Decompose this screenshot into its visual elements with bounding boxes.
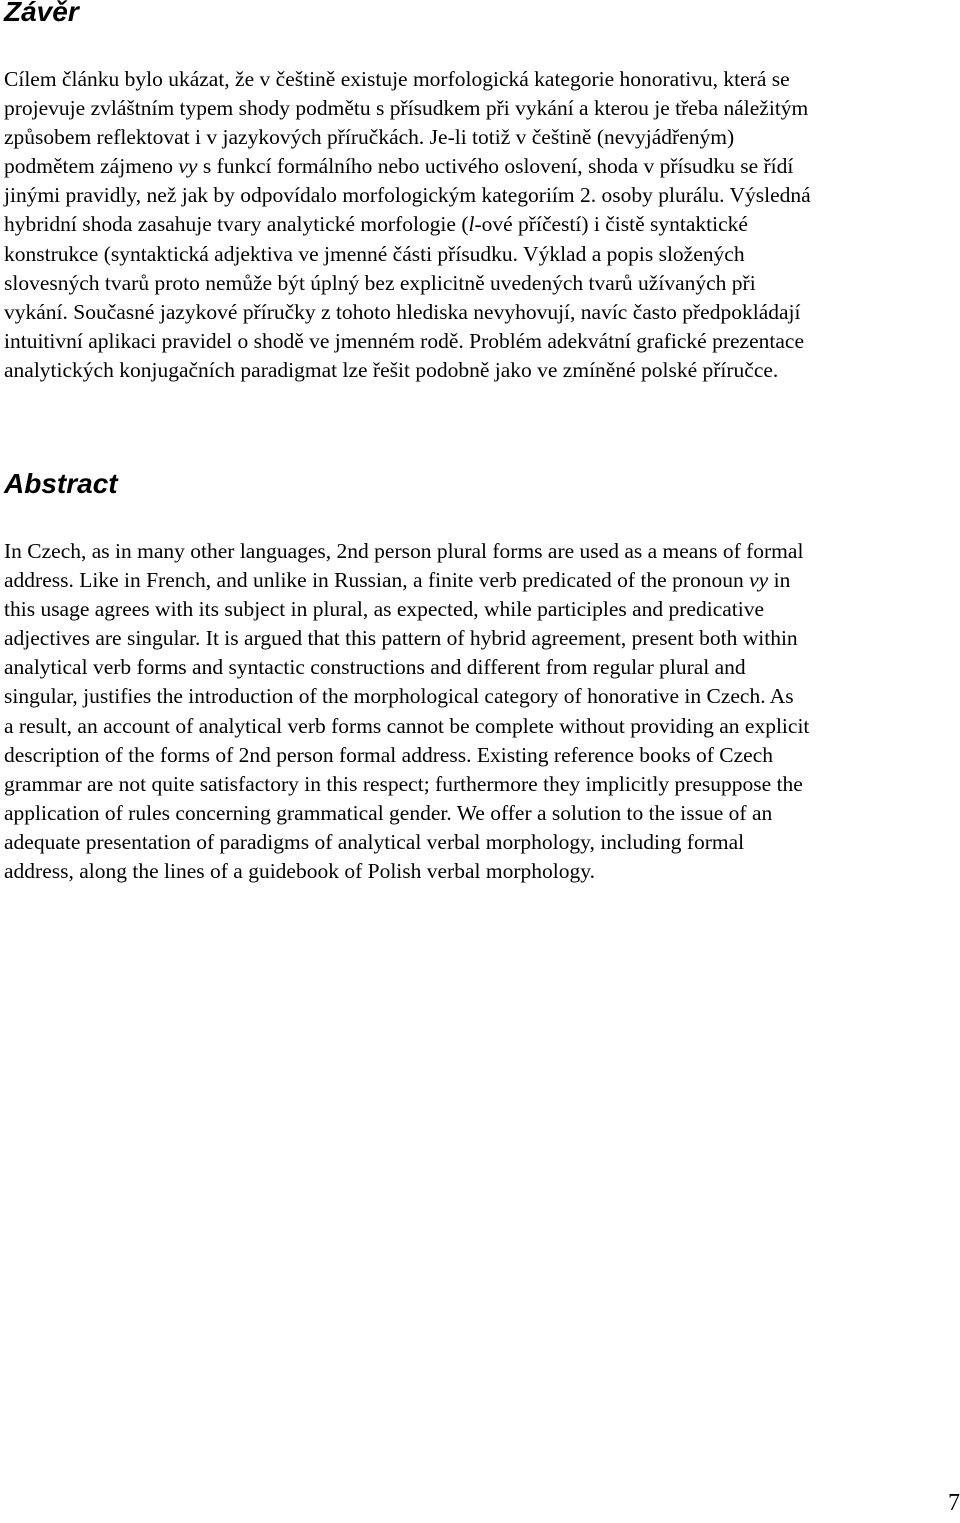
- text-line: [4, 770, 809, 799]
- text-run: hybridní shoda zasahuje tvary analytické morfologie (: [4, 212, 469, 237]
- text-run: analytických konjugačních paradigmat lze řešit podobně jako ve zmíněné polské příručce.: [4, 357, 779, 382]
- text-run: in: [768, 568, 791, 593]
- text-run: adjectives are singular. It is argued that this pattern of hybrid agreement, present both within: [4, 626, 798, 651]
- text-line: [4, 857, 809, 886]
- text-run: Cílem článku bylo ukázat, že v češtině existuje morfologická kategorie honorativu, která se: [4, 67, 790, 91]
- text-run: jinými pravidly, než jak by odpovídalo morfologickým kategoriím 2. osoby plurálu. Výsledná: [4, 183, 811, 208]
- text-line: [4, 566, 809, 595]
- text-line: [4, 682, 809, 711]
- text-line: [4, 653, 809, 682]
- paragraph-abstract: [4, 537, 809, 886]
- text-run: address. Like in French, and unlike in Russian, a finite verb predicated of the pronoun: [4, 568, 750, 593]
- text-run: a result, an account of analytical verb forms cannot be complete without providing an explicit: [4, 713, 810, 738]
- text-run: projevuje zvláštním typem shody podmětu s přísudkem při vykání a kterou je třeba náležitým: [4, 96, 809, 121]
- text-line: [4, 123, 811, 152]
- italic-term: vy: [749, 568, 769, 593]
- text-line: [4, 94, 811, 123]
- text-line: [4, 741, 809, 770]
- text-run: -ové příčestí) i čistě syntaktické: [474, 212, 748, 237]
- section-heading-abstract: Abstract: [4, 468, 118, 499]
- text-run: adequate presentation of paradigms of analytical verbal morphology, including formal: [4, 829, 745, 854]
- text-run: způsobem reflektovat i v jazykových příručkách. Je-li totiž v češtině (nevyjádřeným): [4, 125, 735, 150]
- text-run: analytical verb forms and syntactic constructions and different from regular plural and: [4, 655, 746, 680]
- text-line: [4, 327, 811, 356]
- section-heading-zaver: Závěr: [4, 0, 79, 27]
- text-run: description of the forms of 2nd person formal address. Existing reference books of Czech: [4, 742, 773, 767]
- paragraph-zaver: [4, 65, 811, 385]
- text-run: grammar are not quite satisfactory in this respect; furthermore they implicitly presuppose the: [4, 771, 803, 796]
- text-run: In Czech, as in many other languages, 2nd person plural forms are used as a means of formal: [4, 539, 804, 563]
- page-number: 7: [948, 1490, 960, 1516]
- text-line: [4, 828, 809, 857]
- text-line: [4, 595, 809, 624]
- text-line: [4, 712, 809, 741]
- text-run: address, along the lines of a guidebook of Polish verbal morphology.: [4, 859, 595, 884]
- text-line: [4, 537, 809, 566]
- text-run: vykání. Současné jazykové příručky z tohoto hlediska nevyhovují, navíc často předpokládají: [4, 299, 801, 324]
- text-line: [4, 210, 811, 239]
- text-run: this usage agrees with its subject in plural, as expected, while participles and predicative: [4, 597, 765, 622]
- text-line: [4, 356, 811, 385]
- italic-term: l: [468, 212, 475, 237]
- text-run: singular, justifies the introduction of the morphological category of honorative in Czech. As: [4, 684, 794, 709]
- text-run: s funkcí formálního nebo uctivého oslovení, shoda v přísudku se řídí: [197, 154, 794, 179]
- text-run: konstrukce (syntaktická adjektiva ve jmenné části přísudku. Výklad a popis složených: [4, 241, 745, 266]
- italic-term: vy: [178, 154, 198, 179]
- text-line: [4, 269, 811, 298]
- text-run: application of rules concerning grammatical gender. We offer a solution to the issue of an: [4, 800, 773, 825]
- text-line: [4, 181, 811, 210]
- text-line: [4, 65, 811, 94]
- text-line: [4, 624, 809, 653]
- text-line: [4, 152, 811, 181]
- text-line: [4, 799, 809, 828]
- text-line: [4, 298, 811, 327]
- text-run: podmětem zájmeno: [4, 154, 179, 179]
- text-line: [4, 240, 811, 269]
- text-run: slovesných tvarů proto nemůže být úplný bez explicitně uvedených tvarů užívaných při: [4, 270, 756, 295]
- text-run: intuitivní aplikaci pravidel o shodě ve jmenném rodě. Problém adekvátní grafické prezentace: [4, 328, 804, 353]
